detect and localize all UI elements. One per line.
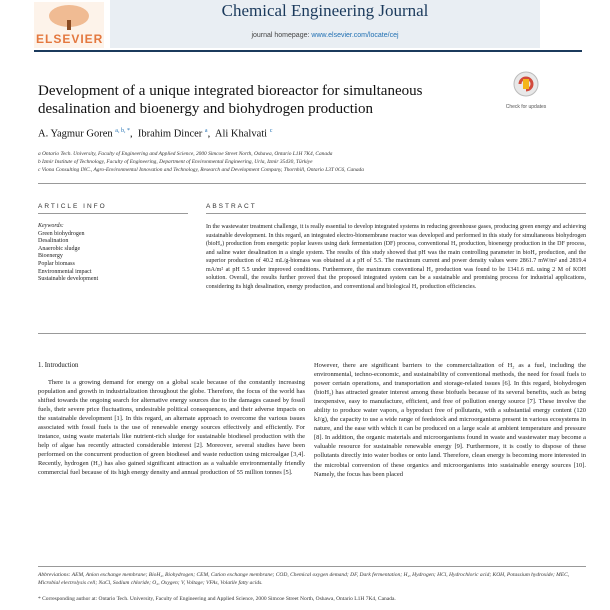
- keyword: Environmental impact: [38, 268, 92, 275]
- affiliation-a: a Ontario Tech. University, Faculty of Engineering and Applied Science, 2000 Simcoe Street North, Oshawa, Ontario L1H 7K4, Canada: [38, 151, 333, 157]
- affiliation-b: b Izmir Institute of Technology, Faculty of Engineering, Department of Environmental Engineering, Urla, Izmir 35430, Türkiye: [38, 159, 313, 165]
- homepage-link[interactable]: www.elsevier.com/locate/cej: [311, 32, 399, 39]
- introduction-right-column: However, there are significant barriers to the commercialization of H₂ as a fuel, including the environmental, techno-economic, and sustainability of conventional methods, the need for fossil fuels to power certain operations, and transportation and storage-related issues [6]. In this regard, biohydrogen (bioH₂) has attracted greater interest among these biofuels because of its several benefits, such as being inexpensive, easy to manufacture, efficient, and free of pollution energy source [7]. These involve the ability to produce water vapors, a byproduct free of pollutants, with a substantial energy content (120 kJ/g), the capacity to use a wide range of feedstock and microorganisms present in various ecosystems in nature, and the ease with which it can be produced on a large scale at ambient temperature and pressure [8]. In addition, the organic materials and microorganisms found in waste and wastewater may become a valuable resource for sustainable renewable energy [9]. Furthermore, it is costly to dispose of these pollutants directly into water bodies or onto land. Therefore, clean energy is becoming more interested in the microbial conversion of these organics and microorganisms into sustainable energy sources [10]. Namely, the focus has been placed: [314, 362, 586, 478]
- author-affil-mark[interactable]: a: [204, 128, 208, 134]
- abstract-heading: ABSTRACT: [206, 203, 257, 210]
- introduction-left-column: There is a growing demand for energy on a global scale because of the constantly increasing population and growth in industrialization throughout the globe. Therefore, the focus of the world has shifted towards the ongoing search for alternative energy sources due to the damages caused by fossil fuels, their severe price fluctuations, undesirable political consequences, and their adverse impacts on the sustainable development [1]. In this regard, an alternate approach to overcome the various issues associated with fossil fuels is the use of renewable energy sources effectively and efficiently. For instance, using waste materials like nutrient-rich sludge for sustainable biodiesel production with the help of algae has recently attracted considerable interest [2]. Moreover, several studies have been performed on the concurrent production of green biodiesel and waste reduction using microalgae [3,4]. Recently, hydrogen (H₂) has also gained significant attraction as a valuable environmentally friendly commercial fuel because of its high energy density and annual production of 55 million tonnes [5].: [38, 379, 305, 477]
- keyword: Anaerobic sludge: [38, 245, 81, 252]
- affiliation-c: c Viona Consulting INC., Agro-Environmental Innovation and Technology, Research and Development Company, Thornhill, Ontario L3T 0C6, Canada: [38, 167, 364, 173]
- publisher-name: ELSEVIER: [36, 32, 104, 46]
- check-for-updates-label[interactable]: Check for updates: [505, 104, 547, 110]
- header-divider: [34, 50, 582, 52]
- corresponding-author-footnote: * Corresponding author at: Ontario Tech. University, Faculty of Engineering and Applied Science, 2000 Simcoe Street North, Oshawa, Ontario L1H 7K4, Canada.: [38, 596, 396, 602]
- keywords-label: Keywords:: [38, 223, 64, 229]
- journal-homepage-line: [110, 32, 540, 39]
- footnote-divider: [38, 566, 586, 567]
- abstract-bottom-divider: [38, 333, 586, 334]
- author-name[interactable]: A. Yagmur Goren: [38, 128, 113, 140]
- author-affil-mark[interactable]: c: [269, 128, 273, 134]
- keyword: Bioenergy: [38, 253, 63, 260]
- author-name[interactable]: Ibrahim Dincer: [137, 128, 203, 140]
- introduction-heading: 1. Introduction: [38, 362, 79, 369]
- article-title: Development of a unique integrated bioreactor for simultaneous desalination and bioenergy and biohydrogen production: [38, 83, 423, 117]
- keyword: Sustainable development: [38, 276, 99, 283]
- article-info-divider: [38, 213, 188, 214]
- check-for-updates-icon[interactable]: [512, 70, 540, 104]
- keyword: Poplar biomass: [38, 260, 75, 267]
- keyword: Desalination: [38, 238, 69, 245]
- author-affil-mark[interactable]: a, b, *: [115, 128, 130, 134]
- affiliation-divider: [38, 183, 586, 184]
- abbreviations-footnote: Abbreviations: AEM, Anion exchange membrane; BioH₂, Biohydrogen; CEM, Cation exchange membrane; COD, Chemical oxygen demand; DF, Dark fermentation; H₂, Hydrogen; HCl, Hydrochloric acid; KOH, Potassium hydroxide; MEC, Microbial electrolysis cell; NaCl, Sodium chloride; O₂, Oxygen; V, Voltage; VFAs, Volatile fatty acids.: [38, 572, 570, 586]
- author-name[interactable]: Ali Khalvati: [214, 128, 268, 140]
- homepage-label: journal homepage:: [251, 32, 310, 39]
- article-info-heading: ARTICLE INFO: [38, 203, 107, 210]
- abstract-text: In the wastewater treatment challenge, it is really essential to develop integrated systems in reducing greenhouse gases, producing green energy and achieving sustainable development. In this regard, an integrated electro-biomembrane reactor was developed and performed in this study for simultaneous biohydrogen (bioH₂) production from energetic poplar leaves using dark fermentation (DF) process, conventional H₂ production, bioenergy production in the DF process, and saline water desalination in a single system. The results of this study showed that pH was the main controlling parameter in bioH₂ production, and the superior production of 40.2 mL/g-biomass was obtained at a pH of 5.5. The maximum current and power density values were 2861.7 mW/m² and 2819.4 mA/m² at pH 5.5 under improved conditions. Furthermore, the maximum conventional H₂ production was found to be 1341.6 mL using 2 M of KOH solution. Overall, the results further proved that the proposed integrated system can be a sustainable and promising process for industrial applications, considering its high desalination, energy production, and conventional and biological H₂ production efficiencies.: [206, 224, 586, 290]
- abstract-divider: [206, 213, 586, 214]
- journal-title: Chemical Engineering Journal: [221, 1, 429, 20]
- keywords-block: [38, 223, 188, 284]
- author-list: A. Yagmur Goren $^{a, b, *}$, Ibrahim Dincer $^a$, Ali Khalvati $^c$: [38, 128, 273, 140]
- keyword: Green biohydrogen: [38, 230, 85, 237]
